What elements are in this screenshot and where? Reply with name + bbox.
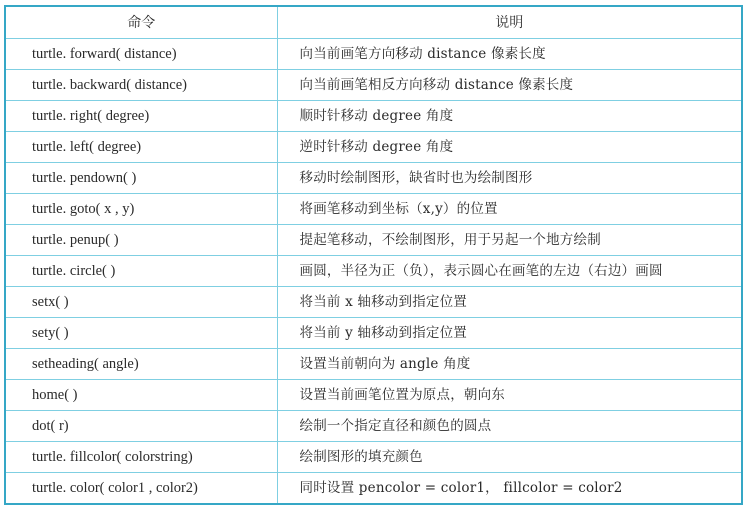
table-row [5, 163, 742, 194]
command-cell: turtle. right( degree) [5, 101, 277, 132]
table-row [5, 70, 742, 101]
command-cell: setheading( angle) [5, 349, 277, 380]
command-cell: home( ) [5, 380, 277, 411]
command-cell: setx( ) [5, 287, 277, 318]
description-cell: 设置当前朝向为 angle 角度 [277, 349, 742, 380]
description-cell: 提起笔移动，不绘制图形，用于另起一个地方绘制 [277, 225, 742, 256]
table-row [5, 318, 742, 349]
table-row [5, 256, 742, 287]
description-cell: 顺时针移动 degree 角度 [277, 101, 742, 132]
table-row [5, 411, 742, 442]
command-cell: turtle. penup( ) [5, 225, 277, 256]
header-command: 命令 [5, 6, 277, 39]
command-cell: turtle. fillcolor( colorstring) [5, 442, 277, 473]
description-cell: 将当前 x 轴移动到指定位置 [277, 287, 742, 318]
table-row [5, 194, 742, 225]
table-header-row [5, 6, 742, 39]
description-cell: 画圆，半径为正（负），表示圆心在画笔的左边（右边）画圆 [277, 256, 742, 287]
description-cell: 将画笔移动到坐标（x,y）的位置 [277, 194, 742, 225]
description-cell: 逆时针移动 degree 角度 [277, 132, 742, 163]
turtle-commands-table-container [4, 5, 741, 505]
description-cell: 设置当前画笔位置为原点，朝向东 [277, 380, 742, 411]
table-row [5, 225, 742, 256]
description-cell: 向当前画笔方向移动 distance 像素长度 [277, 39, 742, 70]
turtle-commands-table [4, 5, 743, 505]
description-cell: 绘制一个指定直径和颜色的圆点 [277, 411, 742, 442]
table-row [5, 287, 742, 318]
table-row [5, 442, 742, 473]
description-cell: 向当前画笔相反方向移动 distance 像素长度 [277, 70, 742, 101]
command-cell: turtle. color( color1 , color2) [5, 473, 277, 505]
command-cell: sety( ) [5, 318, 277, 349]
command-cell: dot( r) [5, 411, 277, 442]
table-row [5, 132, 742, 163]
command-cell: turtle. backward( distance) [5, 70, 277, 101]
description-cell: 同时设置 pencolor = color1， fillcolor = color2 [277, 473, 742, 505]
table-row [5, 101, 742, 132]
command-cell: turtle. forward( distance) [5, 39, 277, 70]
table-row [5, 349, 742, 380]
table-row [5, 39, 742, 70]
header-description: 说明 [277, 6, 742, 39]
command-cell: turtle. circle( ) [5, 256, 277, 287]
table-row [5, 473, 742, 505]
table-row [5, 380, 742, 411]
command-cell: turtle. pendown( ) [5, 163, 277, 194]
description-cell: 绘制图形的填充颜色 [277, 442, 742, 473]
description-cell: 将当前 y 轴移动到指定位置 [277, 318, 742, 349]
command-cell: turtle. goto( x , y) [5, 194, 277, 225]
command-cell: turtle. left( degree) [5, 132, 277, 163]
description-cell: 移动时绘制图形，缺省时也为绘制图形 [277, 163, 742, 194]
